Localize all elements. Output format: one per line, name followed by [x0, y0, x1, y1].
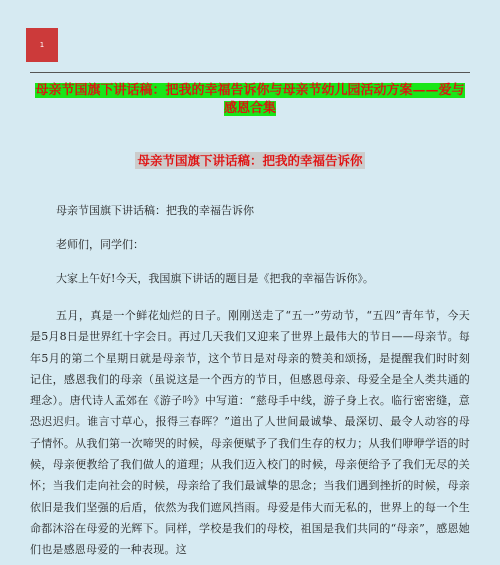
intro-line: 大家上午好!今天，我国旗下讲话的题目是《把我的幸福告诉你》。 [56, 272, 374, 285]
document-title [34, 82, 466, 118]
body-heading-line: 母亲节国旗下讲话稿：把我的幸福告诉你 [56, 204, 254, 217]
greeting-line: 老师们，同学们： [56, 238, 144, 251]
section-title-text: 母亲节国旗下讲话稿：把我的幸福告诉你 [137, 153, 363, 168]
page-number-badge: 1 [26, 28, 58, 62]
document-body [30, 203, 470, 561]
section-title [0, 152, 500, 170]
header-divider [30, 72, 470, 73]
body-paragraph: 五月，真是一个鲜花灿烂的日子。刚刚送走了“五一”劳动节，“五四”青年节，今天是5月8日是世界红十字会日。再过几天我们又迎来了世界上最伟大的节日——母亲节。每年5月的第二个星期日就是母亲节，这个节日是对母亲的赞美和颂扬，是提醒我们时时刻记住，感恩我们的母亲（虽说这是一个西方的节日，但感恩母亲、母爱全是全人类共通的理念）。唐代诗人孟郊在《游子吟》中写道：“慈母手中线，游子身上衣。临行密密缝，意恐迟迟归。谁言寸草心，报得三春晖？”道出了人世间最诚挚、最深切、最令人动容的母子情怀。从我们第一次啼哭的时候，母亲便赋予了我们生存的权力；从我们咿咿学语的时候，母亲便教给了我们做人的道理；从我们迈入校门的时候，母亲便给予了我们无尽的关怀；当我们走向社会的时候，母亲给了我们最诚挚的思念；当我们遇到挫折的时候，母亲依旧是我们坚强的后盾，依然为我们遮风挡雨。母爱是伟大而无私的，世界上的每一个生命都沐浴在母爱的光辉下。同样，学校是我们的母校，祖国是我们共同的“母亲”，感恩她们也是感恩母爱的一种表现。这 [30, 309, 470, 557]
document-title-text: 母亲节国旗下讲话稿：把我的幸福告诉你与母亲节幼儿园活动方案——爱与感恩合集 [35, 83, 465, 116]
